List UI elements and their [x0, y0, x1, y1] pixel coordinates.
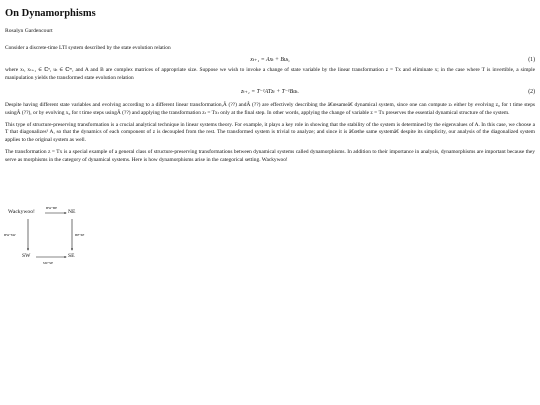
document-title: On Dynamorphisms [5, 8, 96, 19]
author-name: Rosalyn Gardencourt [5, 28, 53, 34]
equation-1-number: (1) [528, 57, 535, 64]
equation-2 [5, 86, 535, 98]
document-page [5, 7, 535, 164]
equation-1 [5, 54, 535, 66]
diagram-node-bottom-left: SW [22, 253, 31, 259]
diagram-label-right: ne-se [75, 232, 85, 237]
commutative-diagram [5, 206, 105, 266]
paragraph-3: This type of structure-preserving transformation is a crucial analytical technique in linear systems theory. For example, it plays a key role in showing that the stability of the system is determined by the eigenvalues of A. In this case, we choose a T that diagonalizes¹ A, so that the dynamics of each component of z is decoupled from the rest. The transformed system is trivial to analyze; and since it is â€œthe same systemâ€ despite its simplicity, our analysis of the diagonalized system applies to the original system as well. [5, 122, 535, 143]
paragraph-4: The transformation z = Tx is a special example of a general class of structure-preserving transformations between dynamical systems called dynamorphisms. In addition to their importance in analysis, dynamorphisms are important because they serve as morphisms in the category of dynamical systems. Here is how dynamorphisms arise in the categorical setting. Wackywoo! [5, 149, 535, 163]
diagram-label-top: nw-ne [46, 205, 57, 210]
equation-2-number: (2) [528, 89, 535, 96]
diagram-label-left: nw-sw [4, 232, 16, 237]
paragraph-2: Despite having different state variables and evolving according to a different linear transformation,Â (??) andÂ (??) are effectively describing the â€œsameâ€ dynamical system, since one can compute zₜ either by evolving z₀ for t time steps usingÂ (??), or by evolving x₀ for t time steps usingÂ (??) and applying the transformation zₜ = Txₜ only at the final step. In other words, applying the change of variable z = Tx preserves the essential dynamical structure of the system. [5, 102, 535, 116]
diagram-node-bottom-right: SE [68, 253, 75, 259]
after-eq1-paragraph: where xₜ, xₜ₊₁ ∈ ℂⁿ, uₜ ∈ ℂᵐ, and A and B are complex matrices of appropriate size. Suppose we wish to invoke a change of state variable by the linear transformation z = Tx and eliminate x; in the case where T is invertible, a simple manipulation yields the transformed state evolution relation [5, 67, 535, 81]
diagram-node-top-left: Wackywoo! [8, 209, 35, 215]
diagram-node-top-right: NE [68, 209, 76, 215]
diagram-label-bottom: sw-se [43, 260, 53, 265]
intro-paragraph: Consider a discrete-time LTI system described by the state evolution relation [5, 45, 171, 51]
equation-2-body: zₜ₊₁ = T⁻¹ATzₜ + T⁻¹Buₜ. [241, 89, 299, 96]
equation-1-body: xₜ₊₁ = Axₜ + Buₜ, [250, 57, 290, 64]
